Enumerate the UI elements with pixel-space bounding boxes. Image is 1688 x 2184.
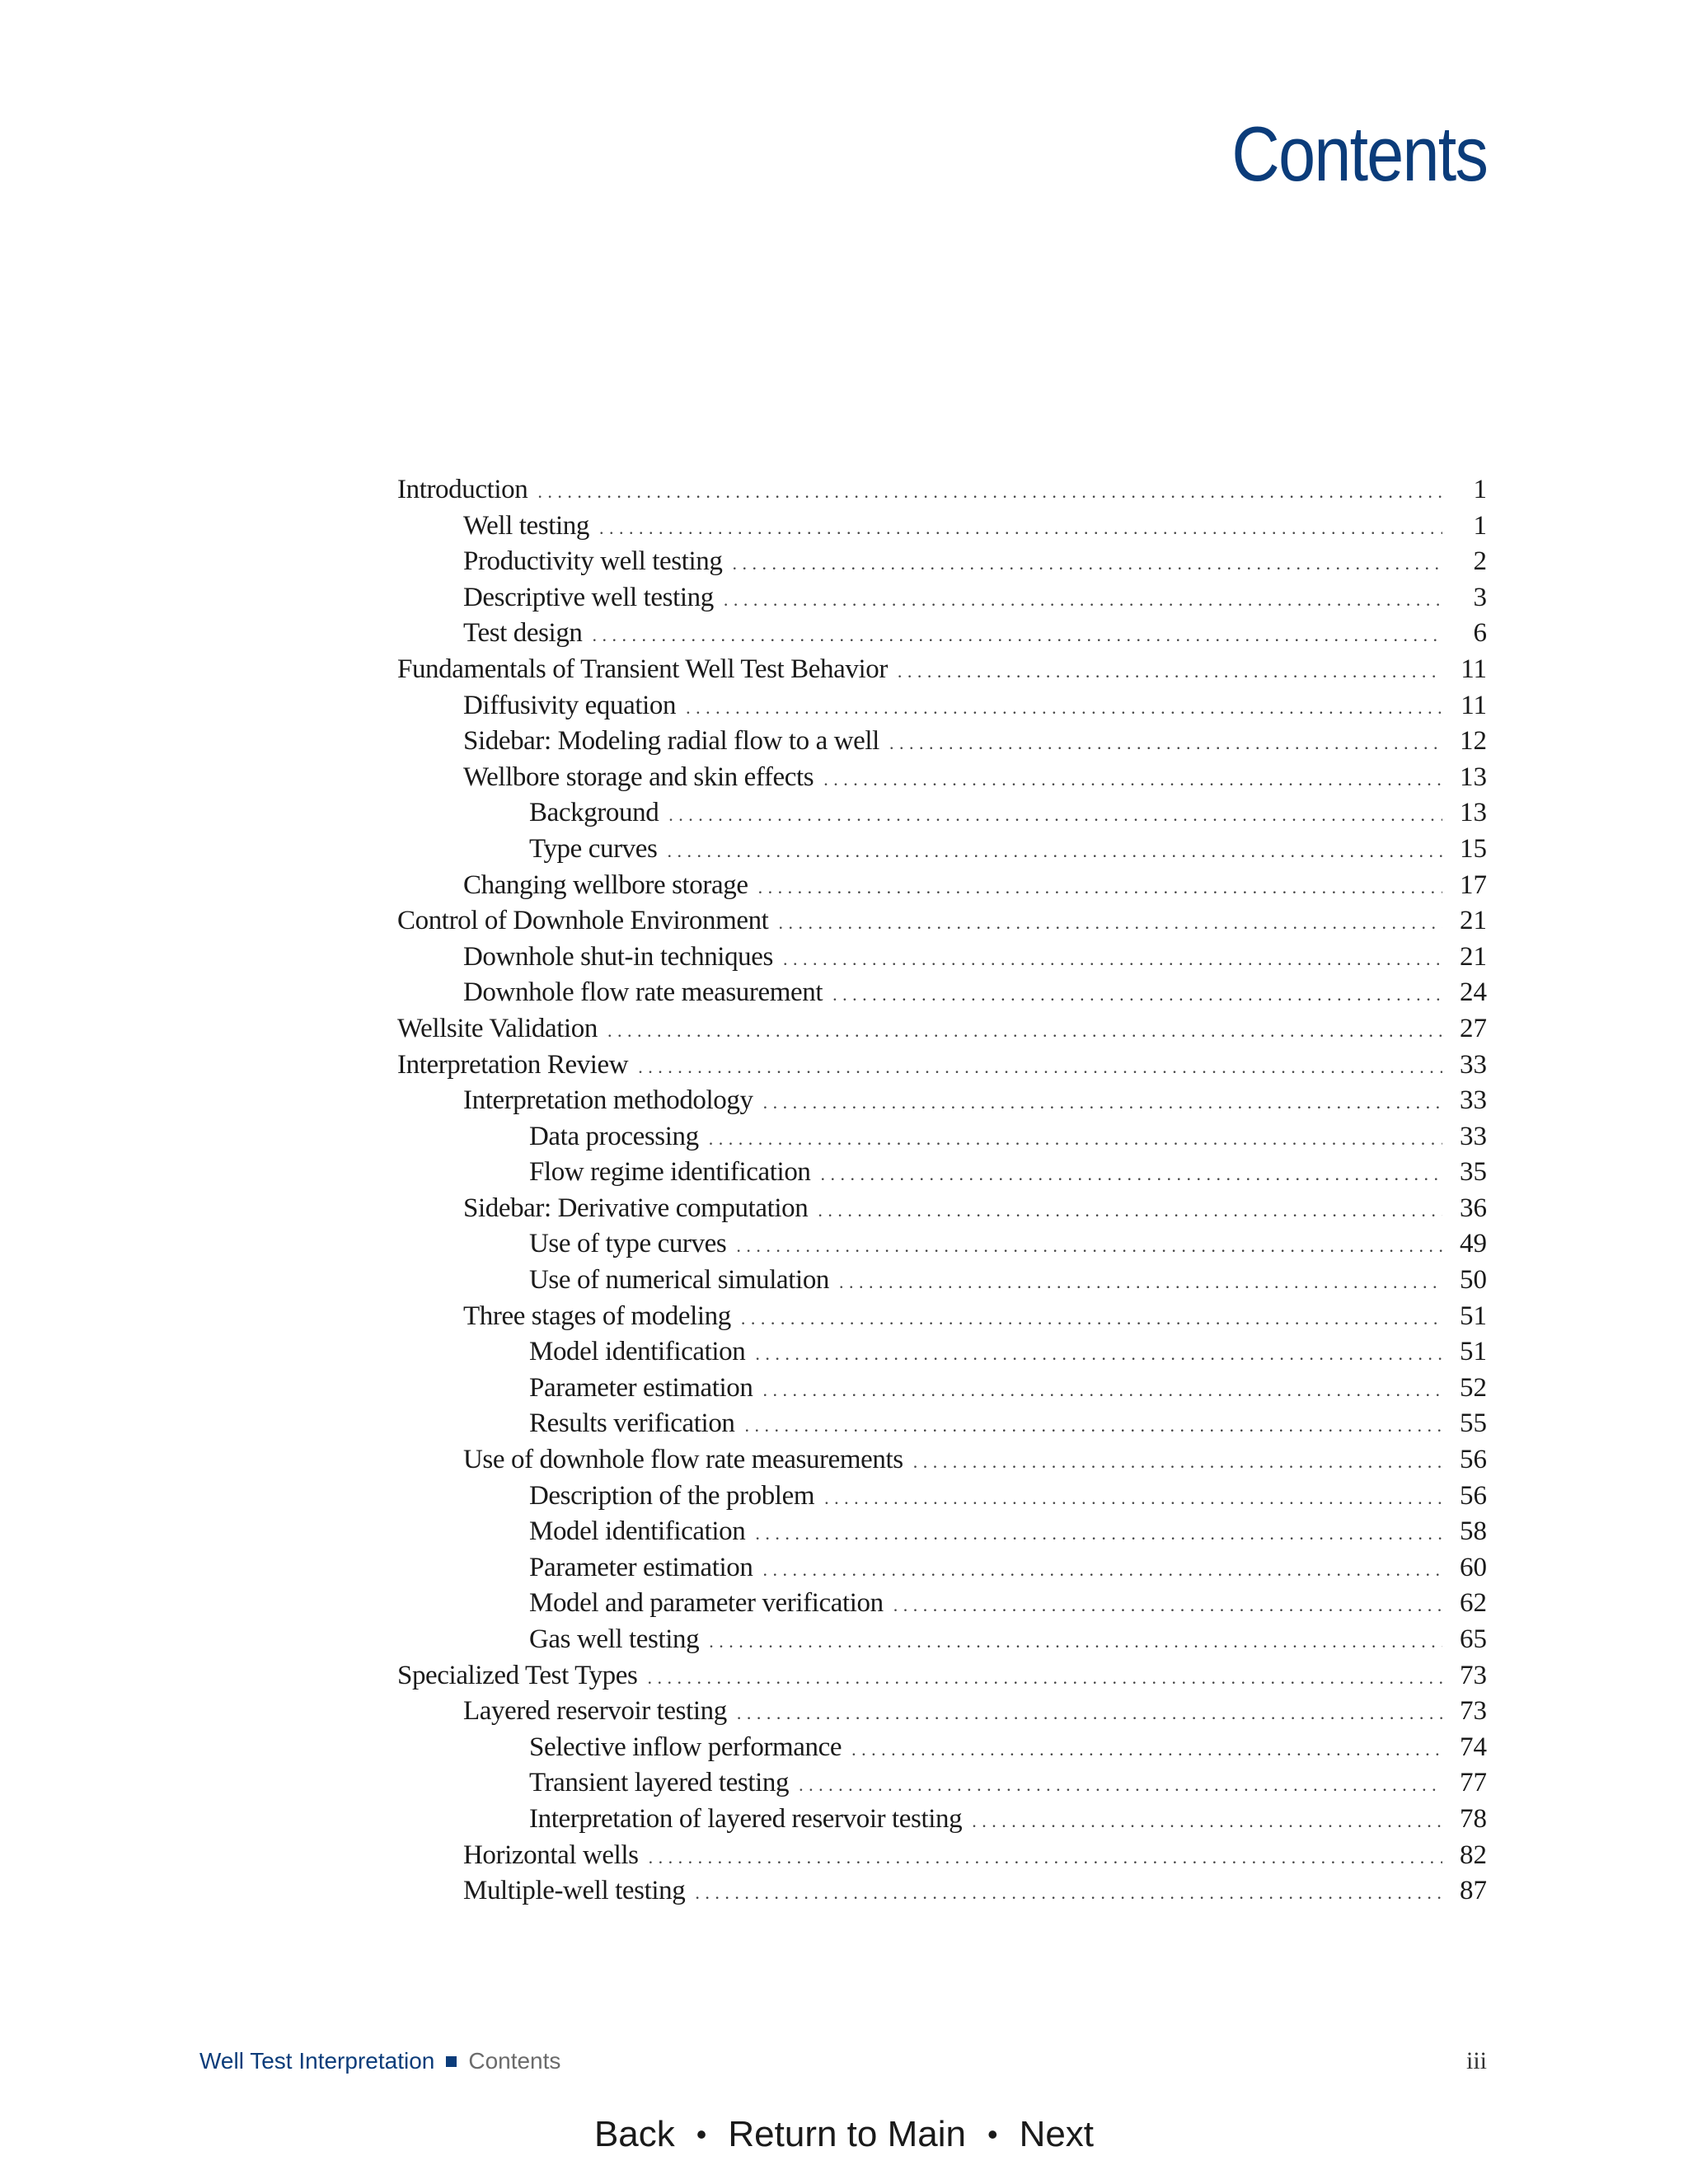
dot-leader bbox=[647, 1660, 1442, 1696]
dot-leader bbox=[709, 1121, 1442, 1157]
toc-entry-title: Model identification bbox=[529, 1337, 746, 1367]
dot-leader bbox=[755, 1336, 1442, 1372]
toc-entry[interactable] bbox=[397, 1011, 1487, 1047]
toc-entry-title: Sidebar: Modeling radial flow to a well bbox=[463, 726, 879, 757]
toc-entry[interactable] bbox=[397, 1479, 1487, 1515]
toc-entry-page-number: 33 bbox=[1460, 1121, 1487, 1151]
toc-entry-title: Results verification bbox=[529, 1408, 735, 1439]
toc-entry-page-number: 12 bbox=[1460, 726, 1487, 757]
toc-entry[interactable] bbox=[397, 940, 1487, 976]
dot-leader bbox=[745, 1408, 1442, 1444]
footer-book-title: Well Test Interpretation bbox=[199, 2048, 435, 2074]
toc-entry-title: Descriptive well testing bbox=[463, 582, 714, 612]
toc-entry-title: Type curves bbox=[529, 833, 658, 864]
toc-entry-page-number: 33 bbox=[1460, 1085, 1487, 1116]
toc-entry-page-number: 78 bbox=[1460, 1803, 1487, 1834]
toc-entry[interactable] bbox=[397, 472, 1487, 509]
toc-entry-page-number: 87 bbox=[1460, 1876, 1487, 1906]
toc-entry[interactable] bbox=[397, 1406, 1487, 1442]
toc-entry-page-number: 11 bbox=[1461, 690, 1487, 720]
toc-entry-title: Specialized Test Types bbox=[397, 1660, 638, 1690]
toc-entry-page-number: 21 bbox=[1460, 941, 1487, 972]
toc-entry-page-number: 17 bbox=[1460, 869, 1487, 900]
toc-entry-page-number: 24 bbox=[1460, 977, 1487, 1008]
toc-entry-page-number: 82 bbox=[1460, 1840, 1487, 1870]
return-to-main-link[interactable]: Return to Main bbox=[728, 2114, 966, 2154]
toc-entry-title: Use of type curves bbox=[529, 1229, 727, 1259]
toc-entry[interactable] bbox=[397, 760, 1487, 796]
page-title: Contents bbox=[1231, 110, 1487, 197]
toc-entry-title: Test design bbox=[463, 618, 583, 649]
toc-entry[interactable] bbox=[397, 1442, 1487, 1479]
dot-leader bbox=[818, 1193, 1442, 1229]
toc-entry[interactable] bbox=[397, 1514, 1487, 1550]
dot-leader bbox=[898, 654, 1442, 690]
toc-entry[interactable] bbox=[397, 616, 1487, 652]
toc-entry-page-number: 51 bbox=[1460, 1301, 1487, 1331]
toc-entry[interactable] bbox=[397, 1658, 1487, 1694]
toc-entry[interactable] bbox=[397, 1838, 1487, 1874]
toc-entry-title: Parameter estimation bbox=[529, 1372, 753, 1403]
dot-leader bbox=[823, 762, 1442, 798]
toc-entry-title: Productivity well testing bbox=[463, 546, 723, 577]
dot-leader bbox=[537, 474, 1442, 510]
toc-entry-title: Use of numerical simulation bbox=[529, 1265, 830, 1296]
toc-entry-page-number: 73 bbox=[1460, 1660, 1487, 1690]
toc-entry-page-number: 35 bbox=[1460, 1157, 1487, 1188]
dot-leader bbox=[821, 1156, 1442, 1193]
bullet-separator-icon: • bbox=[696, 2117, 707, 2151]
toc-entry-title: Interpretation Review bbox=[397, 1049, 629, 1080]
toc-entry-title: Control of Downhole Environment bbox=[397, 906, 769, 936]
toc-entry-page-number: 15 bbox=[1460, 833, 1487, 864]
toc-entry-title: Interpretation methodology bbox=[463, 1085, 753, 1116]
dot-leader bbox=[763, 1085, 1442, 1121]
square-bullet-icon bbox=[446, 2056, 457, 2067]
footer-section-name: Contents bbox=[468, 2048, 561, 2074]
toc-entry-title: Wellsite Validation bbox=[397, 1013, 598, 1043]
toc-entry-page-number: 1 bbox=[1473, 475, 1487, 504]
toc-entry-page-number: 27 bbox=[1460, 1013, 1487, 1043]
dot-leader bbox=[607, 1013, 1442, 1049]
dot-leader bbox=[799, 1767, 1442, 1803]
toc-entry-title: Well testing bbox=[463, 510, 589, 541]
toc-entry-page-number: 50 bbox=[1460, 1265, 1487, 1296]
toc-entry-page-number: 52 bbox=[1460, 1372, 1487, 1403]
toc-entry-title: Parameter estimation bbox=[529, 1552, 753, 1582]
toc-entry-page-number: 49 bbox=[1460, 1229, 1487, 1259]
toc-entry-title: Selective inflow performance bbox=[529, 1732, 842, 1762]
dot-leader bbox=[724, 582, 1442, 618]
toc-entry-page-number: 74 bbox=[1460, 1732, 1487, 1762]
dot-leader bbox=[737, 1695, 1442, 1732]
toc-entry[interactable] bbox=[397, 795, 1487, 832]
toc-entry-title: Use of downhole flow rate measurements bbox=[463, 1445, 903, 1475]
toc-entry[interactable] bbox=[397, 1119, 1487, 1155]
dot-leader bbox=[889, 725, 1442, 762]
toc-entry[interactable] bbox=[397, 1334, 1487, 1371]
dot-leader bbox=[913, 1444, 1442, 1480]
dot-leader bbox=[732, 546, 1442, 582]
toc-entry[interactable] bbox=[397, 1622, 1487, 1658]
dot-leader bbox=[649, 1840, 1442, 1876]
footer-page-number: iii bbox=[1465, 2047, 1487, 2074]
toc-entry-page-number: 60 bbox=[1460, 1552, 1487, 1582]
table-of-contents bbox=[397, 472, 1487, 1910]
toc-entry-title: Interpretation of layered reservoir testing bbox=[529, 1803, 963, 1834]
bullet-separator-icon: • bbox=[987, 2117, 998, 2151]
toc-entry-page-number: 33 bbox=[1460, 1049, 1487, 1080]
next-link[interactable]: Next bbox=[1019, 2114, 1095, 2154]
toc-entry-title: Introduction bbox=[397, 475, 528, 504]
toc-entry[interactable] bbox=[397, 1873, 1487, 1910]
dot-leader bbox=[893, 1587, 1442, 1624]
toc-entry-page-number: 13 bbox=[1460, 762, 1487, 792]
toc-entry-title: Data processing bbox=[529, 1121, 699, 1151]
toc-entry[interactable] bbox=[397, 1083, 1487, 1119]
toc-entry[interactable] bbox=[397, 1802, 1487, 1838]
toc-entry[interactable] bbox=[397, 652, 1487, 688]
dot-leader bbox=[758, 869, 1442, 906]
toc-entry-title: Downhole shut-in techniques bbox=[463, 941, 773, 972]
dot-leader bbox=[638, 1049, 1442, 1085]
dot-leader bbox=[686, 690, 1442, 726]
toc-entry-page-number: 58 bbox=[1460, 1516, 1487, 1547]
toc-entry-page-number: 62 bbox=[1460, 1588, 1487, 1619]
toc-entry-page-number: 36 bbox=[1460, 1193, 1487, 1223]
back-link[interactable]: Back bbox=[593, 2114, 675, 2154]
dot-leader bbox=[668, 797, 1442, 833]
toc-entry-page-number: 11 bbox=[1461, 654, 1487, 684]
dot-leader bbox=[851, 1732, 1442, 1768]
toc-entry-page-number: 56 bbox=[1460, 1480, 1487, 1511]
dot-leader bbox=[741, 1301, 1442, 1337]
toc-entry-title: Three stages of modeling bbox=[463, 1301, 731, 1331]
toc-entry-title: Diffusivity equation bbox=[463, 690, 677, 720]
toc-entry[interactable] bbox=[397, 1263, 1487, 1299]
dot-leader bbox=[695, 1875, 1442, 1911]
toc-entry-page-number: 13 bbox=[1460, 798, 1487, 828]
toc-entry-page-number: 65 bbox=[1460, 1624, 1487, 1654]
toc-entry-page-number: 3 bbox=[1473, 582, 1487, 612]
toc-entry[interactable] bbox=[397, 1191, 1487, 1227]
dot-leader bbox=[972, 1803, 1442, 1840]
toc-entry[interactable] bbox=[397, 1299, 1487, 1335]
toc-entry-title: Sidebar: Derivative computation bbox=[463, 1193, 809, 1223]
toc-entry-title: Horizontal wells bbox=[463, 1840, 639, 1870]
toc-entry[interactable] bbox=[397, 1550, 1487, 1586]
toc-entry[interactable] bbox=[397, 975, 1487, 1011]
dot-leader bbox=[709, 1624, 1442, 1660]
toc-entry[interactable] bbox=[397, 1047, 1487, 1084]
toc-entry-page-number: 2 bbox=[1473, 546, 1487, 577]
toc-entry[interactable] bbox=[397, 1765, 1487, 1802]
toc-entry-title: Fundamentals of Transient Well Test Behavior bbox=[397, 654, 888, 684]
dot-leader bbox=[599, 510, 1442, 546]
dot-leader bbox=[755, 1516, 1442, 1552]
toc-entry[interactable] bbox=[397, 1155, 1487, 1191]
toc-entry-title: Multiple-well testing bbox=[463, 1876, 686, 1906]
toc-entry-title: Flow regime identification bbox=[529, 1157, 811, 1188]
footer-breadcrumb bbox=[199, 2048, 560, 2074]
dot-leader bbox=[832, 977, 1442, 1013]
navigation-bar bbox=[0, 2114, 1688, 2155]
toc-entry-page-number: 21 bbox=[1460, 906, 1487, 936]
toc-entry-title: Background bbox=[529, 798, 659, 828]
toc-entry-title: Model and parameter verification bbox=[529, 1588, 884, 1619]
toc-entry-title: Changing wellbore storage bbox=[463, 869, 748, 900]
toc-entry-page-number: 77 bbox=[1460, 1768, 1487, 1798]
toc-entry-title: Layered reservoir testing bbox=[463, 1696, 727, 1727]
toc-entry-title: Transient layered testing bbox=[529, 1768, 790, 1798]
toc-entry-title: Description of the problem bbox=[529, 1480, 815, 1511]
toc-entry[interactable] bbox=[397, 1371, 1487, 1407]
toc-entry-page-number: 56 bbox=[1460, 1445, 1487, 1475]
toc-entry[interactable] bbox=[397, 688, 1487, 724]
toc-entry[interactable] bbox=[397, 868, 1487, 904]
toc-entry[interactable] bbox=[397, 724, 1487, 760]
page-footer bbox=[199, 2047, 1487, 2075]
dot-leader bbox=[667, 833, 1442, 869]
dot-leader bbox=[783, 941, 1442, 977]
dot-leader bbox=[839, 1264, 1442, 1301]
toc-entry[interactable] bbox=[397, 832, 1487, 868]
toc-entry[interactable] bbox=[397, 509, 1487, 545]
toc-entry-title: Wellbore storage and skin effects bbox=[463, 762, 814, 792]
toc-entry-title: Model identification bbox=[529, 1516, 746, 1547]
toc-entry[interactable] bbox=[397, 1694, 1487, 1730]
dot-leader bbox=[778, 905, 1442, 941]
toc-entry-title: Downhole flow rate measurement bbox=[463, 977, 823, 1008]
dot-leader bbox=[763, 1552, 1443, 1588]
dot-leader bbox=[593, 617, 1442, 654]
toc-entry[interactable] bbox=[397, 1730, 1487, 1766]
toc-entry-page-number: 1 bbox=[1473, 510, 1487, 541]
toc-entry-page-number: 6 bbox=[1473, 618, 1487, 649]
toc-entry[interactable] bbox=[397, 1586, 1487, 1622]
toc-entry-title: Gas well testing bbox=[529, 1624, 700, 1654]
toc-entry[interactable] bbox=[397, 580, 1487, 616]
toc-entry-page-number: 55 bbox=[1460, 1408, 1487, 1439]
dot-leader bbox=[736, 1228, 1442, 1264]
toc-entry[interactable] bbox=[397, 1226, 1487, 1263]
dot-leader bbox=[824, 1480, 1442, 1516]
toc-entry-page-number: 51 bbox=[1460, 1337, 1487, 1367]
dot-leader bbox=[763, 1372, 1443, 1408]
toc-entry-page-number: 73 bbox=[1460, 1696, 1487, 1727]
toc-entry[interactable] bbox=[397, 544, 1487, 580]
toc-entry[interactable] bbox=[397, 903, 1487, 940]
